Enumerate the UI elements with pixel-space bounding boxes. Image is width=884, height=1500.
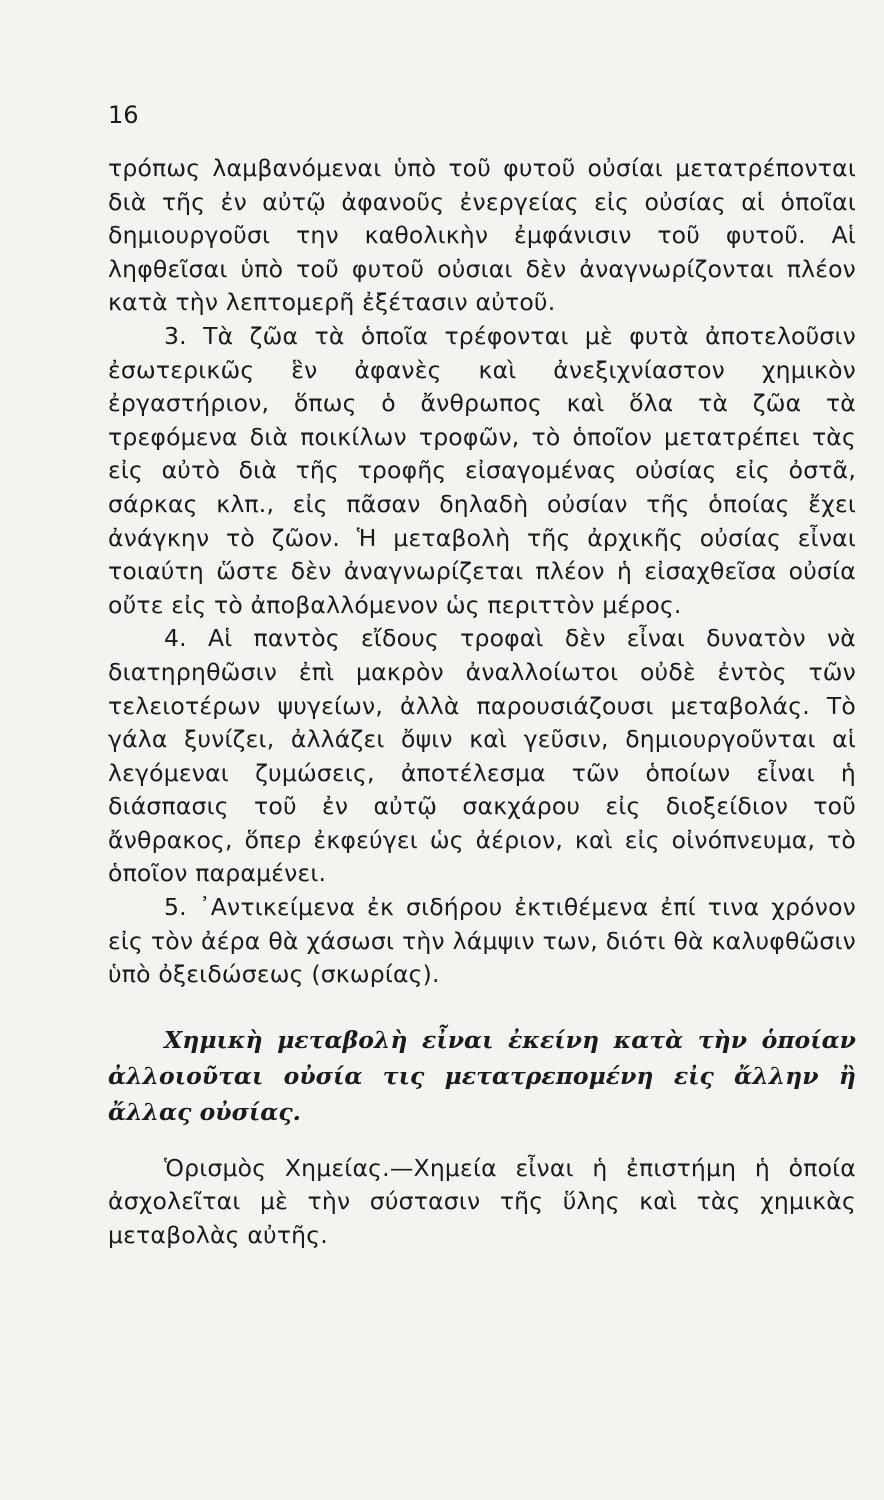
- chemical-change-definition: Χημικὴ μεταβολὴ εἶναι ἐκείνη κατὰ τὴν ὁποίαν ἀλλοιοῦται οὐσία τις μετατρεπομένη εἰς ἄλλην ἢ ἄλλας οὐσίας.: [108, 1025, 856, 1126]
- page-number: 16: [108, 101, 139, 129]
- paragraph-4-foods: 4. Αἱ παντὸς εἴδους τροφαὶ δὲν εἶναι δυνατὸν νὰ διατηρηθῶσιν ἐπὶ μακρὸν ἀναλλοίωτοι οὐδὲ ἐντὸς τῶν τελειοτέρων ψυγείων, ἀλλὰ παρουσιάζουσι μεταβολάς. Τὸ γάλα ξυνίζει, ἀλλάζει ὄψιν καὶ γεῦσιν, δημιουργοῦνται αἱ λεγόμεναι ζυμώσεις, ἀποτέλεσμα τῶν ὁποίων εἶναι ἡ διάσπασις τοῦ ἐν αὐτῷ σακχάρου εἰς διοξείδιον τοῦ ἄνθρακος, ὅπερ ἐκφεύγει ὡς ἀέριον, καὶ εἰς οἰνόπνευμα, τὸ ὁποῖον παραμένει.: [108, 624, 856, 888]
- paragraph-continuation: τρόπως λαμβανόμεναι ὑπὸ τοῦ φυτοῦ οὐσίαι μετατρέπονται διὰ τῆς ἐν αὐτῷ ἀφανοῦς ἐνεργείας εἰς οὐσίας αἱ ὁποῖαι δημιουργοῦσι την καθολικὴν ἐμφάνισιν τοῦ φυτοῦ. Αἱ ληφθεῖσαι ὑπὸ τοῦ φυτοῦ οὐσιαι δὲν ἀναγνωρίζονται πλέον κατὰ τὴν λεπτομερῆ ἐξέτασιν αὐτοῦ.: [108, 154, 856, 317]
- paragraph-5-iron: 5. ᾿Αντικείμενα ἐκ σιδήρου ἐκτιθέμενα ἐπί τινα χρόνον εἰς τὸν ἀέρα θὰ χάσωσι τὴν λάμψιν των, διότι θὰ καλυφθῶσιν ὑπὸ ὀξειδώσεως (σκωρίας).: [108, 893, 856, 989]
- chemistry-definition: Ὁρισμὸς Χημείας.—Χημεία εἶναι ἡ ἐπιστήμη ἡ ὁποία ἀσχολεῖται μὲ τὴν σύστασιν τῆς ὕλης καὶ τὰς χημικὰς μεταβολὰς αὐτῆς.: [108, 1153, 856, 1250]
- body-text: [108, 152, 856, 1253]
- paragraph-3-animals: 3. Τὰ ζῶα τὰ ὁποῖα τρέφονται μὲ φυτὰ ἀποτελοῦσιν ἐσωτερικῶς ἓν ἀφανὲς καὶ ἀνεξιχνίαστον χημικὸν ἐργαστήριον, ὅπως ὁ ἄνθρωπος καὶ ὅλα τὰ ζῶα τὰ τρεφόμενα διὰ ποικίλων τροφῶν, τὸ ὁποῖον μετατρέπει τὰς εἰς αὐτὸ διὰ τῆς τροφῆς εἰσαγομένας οὐσίας εἰς ὀστᾶ, σάρκας κλπ., εἰς πᾶσαν δηλαδὴ οὐσίαν τῆς ὁποίας ἔχει ἀνάγκην τὸ ζῶον. Ἡ μεταβολὴ τῆς ἀρχικῆς οὐσίας εἶναι τοιαύτη ὥστε δὲν ἀναγνωρίζεται πλέον ἡ εἰσαχθεῖσα οὐσία οὔτε εἰς τὸ ἀποβαλλόμενον ὡς περιττὸν μέρος.: [108, 321, 856, 619]
